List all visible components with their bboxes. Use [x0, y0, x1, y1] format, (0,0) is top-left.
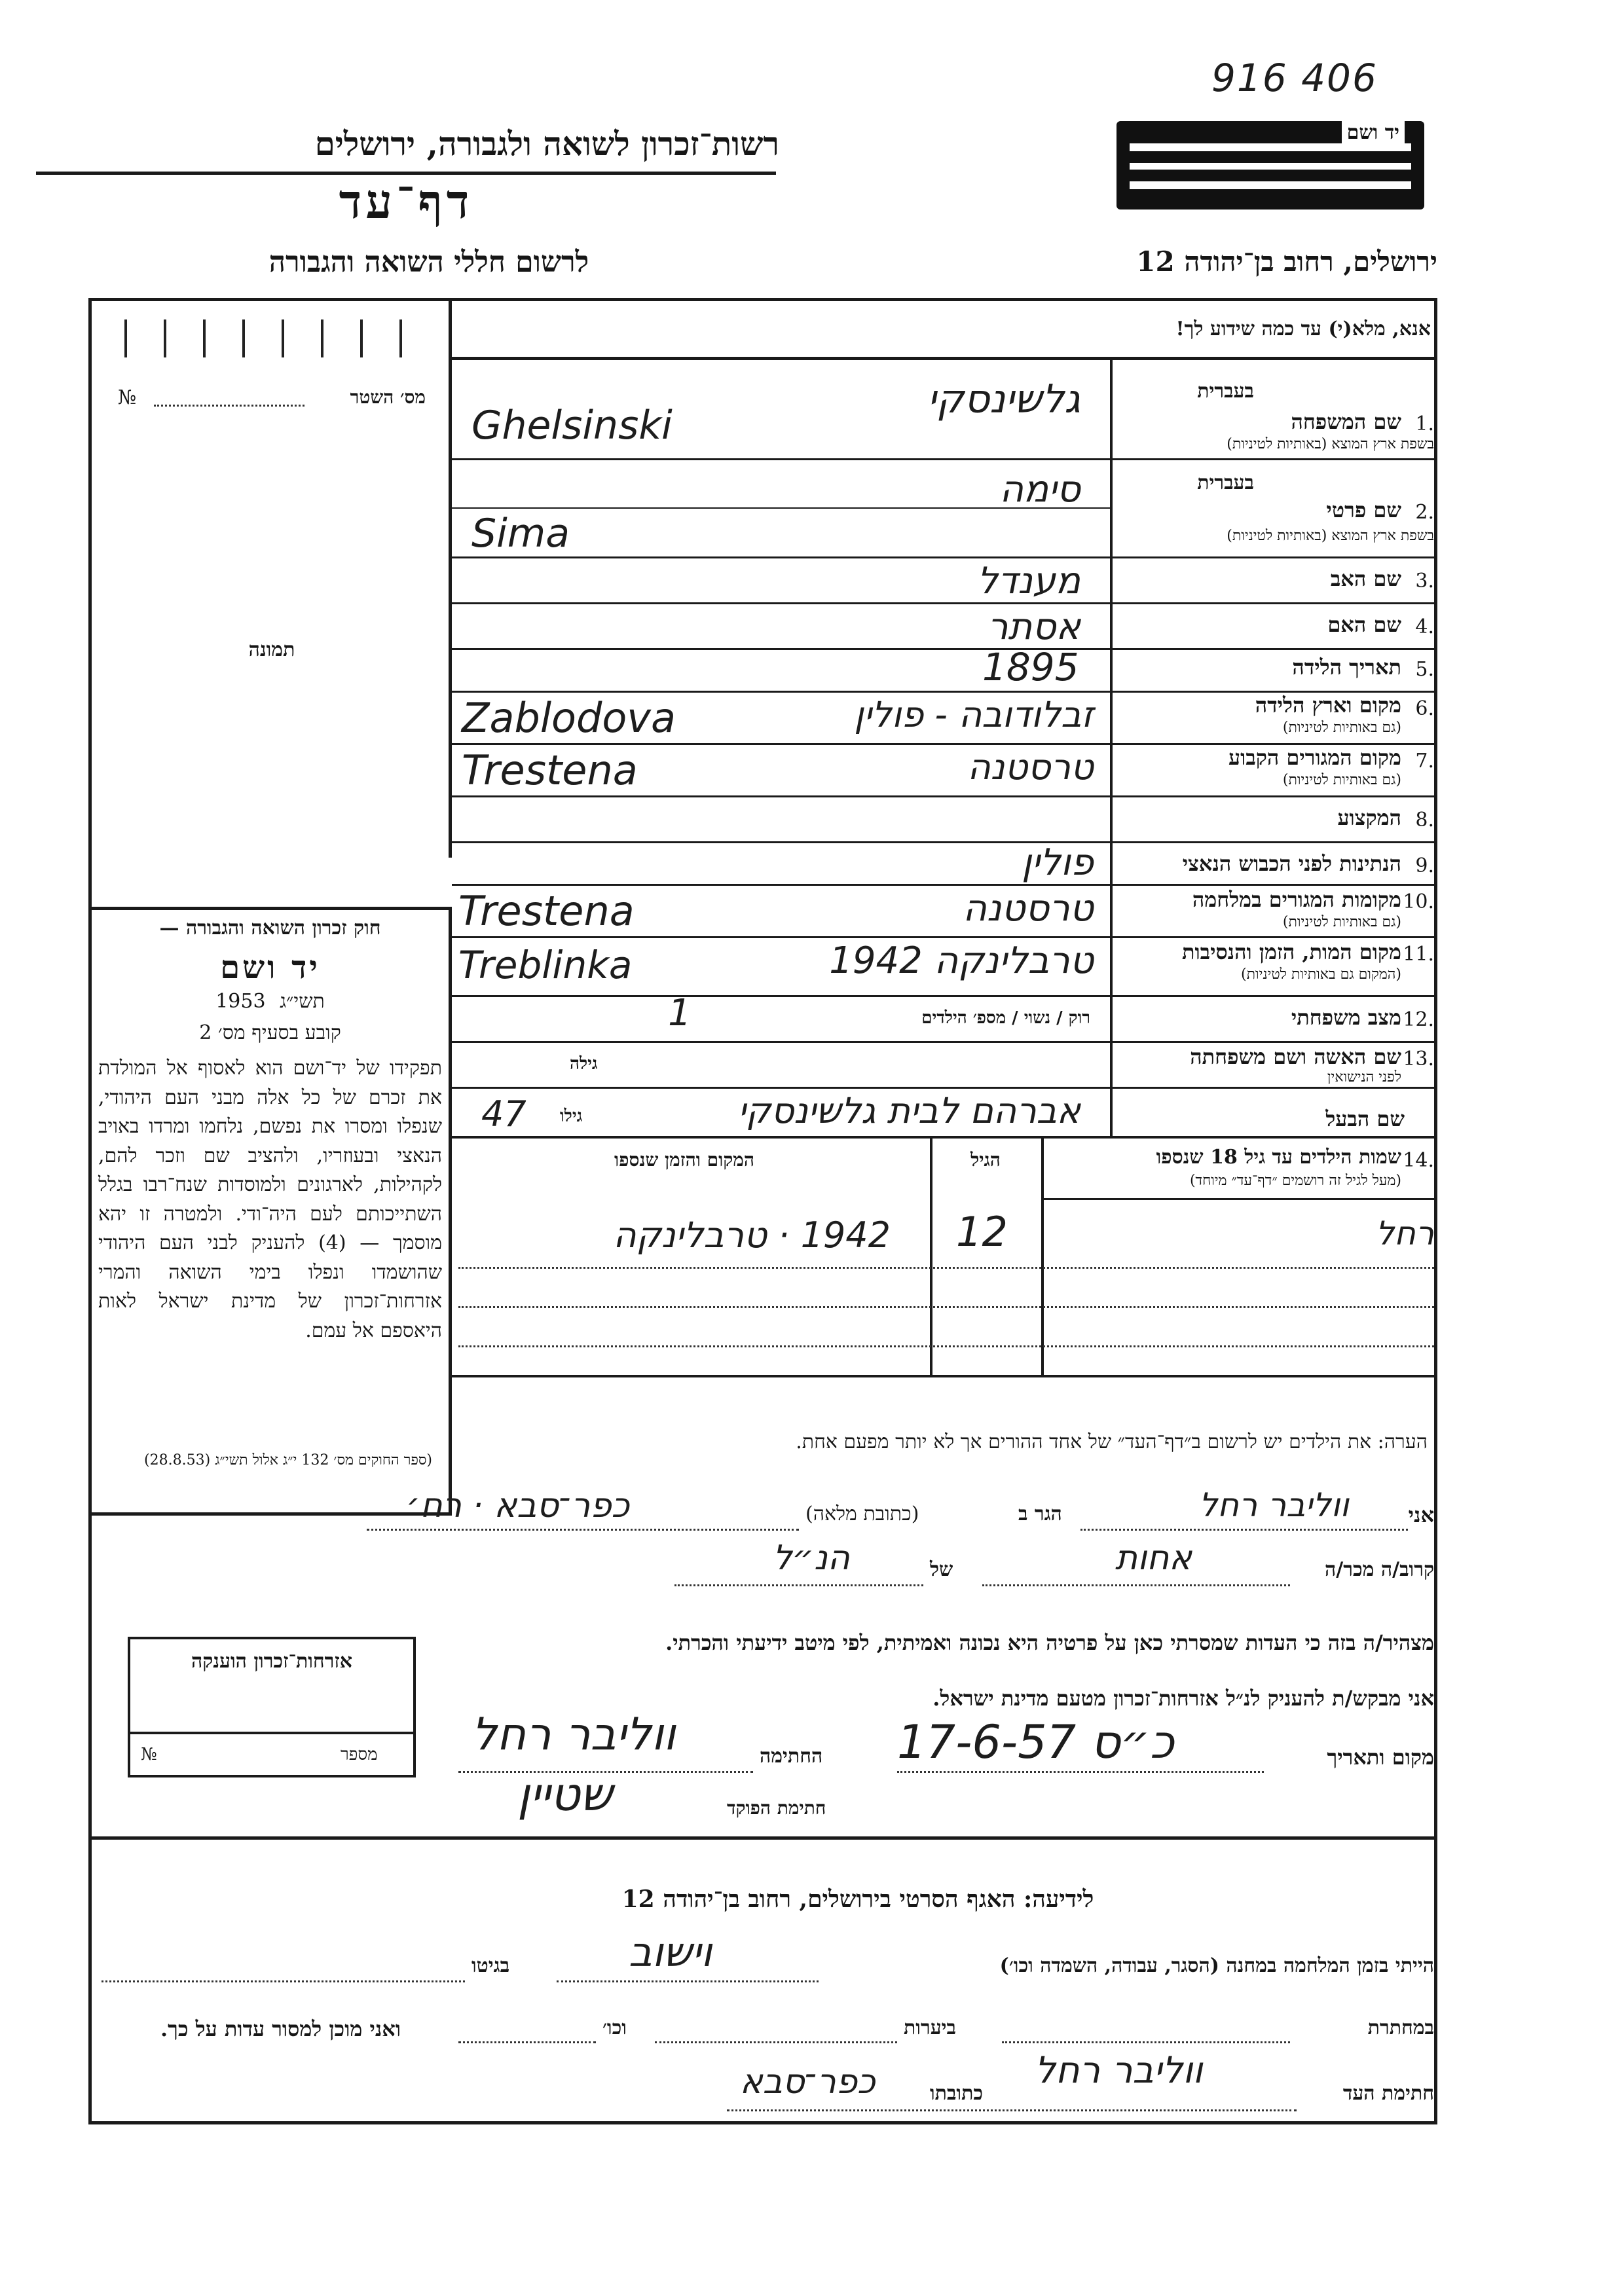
declaration: מצהיר/ה בזה כי העדות שמסרתי כאן על פרטיה היא נכונה ואמיתית, לפי מיטב ידיעתי והכרתי.	[665, 1630, 1434, 1655]
field-1-number: 1.	[1415, 412, 1434, 435]
field-11-number: 11.	[1403, 943, 1434, 966]
law-title: חוק זכרון השואה והגבורה —	[159, 917, 381, 939]
cert-box-title: אזרחות־זכרון הוענקה	[191, 1650, 353, 1673]
info-line2-dots	[1002, 2041, 1290, 2043]
info-line2-dots-2	[655, 2041, 897, 2043]
info-line3-addr-label: כתובתו	[930, 2082, 984, 2105]
field-3-value: מענדל	[977, 560, 1080, 602]
wife-age-label: גילה	[570, 1054, 598, 1074]
info-line2-end: וכו׳	[602, 2016, 627, 2039]
place-date-line	[897, 1771, 1264, 1773]
field-2-number: 2.	[1415, 501, 1434, 524]
field-2-heb-tag: בעברית	[1197, 471, 1254, 494]
child-1-name: רחל	[1375, 1214, 1434, 1252]
stamp-ticks	[124, 319, 439, 359]
children-sub: (מעל לגיל זה רושמים ״דף־עד״ מיוחד)	[1189, 1173, 1401, 1189]
child-row-line	[458, 1306, 1434, 1308]
place-date-label: מקום ותאריך	[1327, 1745, 1434, 1770]
row-divider	[452, 556, 1437, 558]
row-divider	[452, 1041, 1437, 1043]
logo-stripe-1	[1130, 143, 1411, 151]
law-name: יד ושם	[220, 949, 320, 986]
info-line1-end: בגיטו	[471, 1954, 510, 1977]
relation-label: קרוב/ה מכר/ה	[1325, 1558, 1434, 1581]
info-line1-value: וישוב	[629, 1928, 712, 1976]
field-8-label: המקצוע	[1337, 805, 1401, 830]
cert-box-no-text: מספר	[341, 1745, 378, 1764]
field-10-value-lat: Trestena	[458, 887, 635, 935]
field-5-label: תאריך הלידה	[1292, 655, 1401, 680]
field-11-label: מקום המות, הזמן והנסיבות	[1181, 939, 1401, 964]
field-10-number: 10.	[1403, 890, 1434, 913]
document-number: 916 406	[1211, 56, 1378, 100]
row-divider	[452, 458, 1437, 460]
witness-i-label: אני	[1408, 1503, 1434, 1527]
field-2-value-heb: סימה	[999, 468, 1080, 511]
field-9-number: 9.	[1415, 854, 1434, 877]
husband-value: אברהם לבית גלשינסקי	[737, 1090, 1080, 1131]
info-line2-dots-3	[458, 2041, 596, 2043]
witness-signature: ווליבר רחל	[471, 1709, 676, 1760]
field-4-number: 4.	[1415, 615, 1434, 638]
field-9-label: הנתינות לפני הכבוש הנאצי	[1182, 851, 1401, 876]
law-text: תפקידו של יד־ושם הוא לאסוף אל המולדת את זכרם של כל אלה מבני העם היהודי, שנפלו ומסרו את נפשם, נלחמו ומרדו באויב הנאצי ובעוזריו, ולהציב שם וזכר להם, לקהילות, לארגונים ולמוסדות שנח־רבו בגלל השתייכותם לעם היה־ודי. ולמטרה זו יהא מוסמך — (4) להעניק לבני העם היהודי שהושמדו ונפלו בימי השואה והמרי אזרחות־זכרון של מדינת ישראל לאות היאספם אל עמם.	[98, 1057, 442, 1342]
field-2-label: שם פרטי	[1326, 498, 1401, 522]
field-1-value-lat: Ghelsinski	[471, 403, 673, 448]
row-divider	[452, 648, 1437, 650]
child-1-place: 1942 · טרבלינקה	[613, 1214, 891, 1256]
witness-resides-label: הגר ב	[1018, 1503, 1062, 1525]
header-address: ירושלים, רחוב בן־יהודה 12	[1136, 246, 1437, 278]
husband-age: 47	[481, 1093, 526, 1135]
field-6-number: 6.	[1415, 697, 1434, 720]
info-line1-dots	[557, 1980, 819, 1982]
child-1-age: 12	[956, 1208, 1008, 1256]
cert-no-symbol: №	[118, 386, 137, 409]
field-9-value: פולין	[1022, 841, 1094, 884]
field-6-sub: (גם באותיות לטיניות)	[1282, 720, 1401, 736]
field-6-label: מקום וארץ הלידה	[1255, 693, 1401, 718]
of-value: הנ״ל	[773, 1539, 850, 1578]
note-line: הערה: את הילדים יש לרשום ב״דף־העד״ של אחד ההורים אך לא יותר מפעם אחת.	[796, 1430, 1428, 1453]
logo-text: יד ושם	[1342, 121, 1405, 144]
relation-line	[982, 1584, 1290, 1586]
cert-label: מס׳ השטר	[350, 386, 426, 408]
row-divider	[452, 1136, 1437, 1139]
request: אני מבקש/ת להעניק לנ״ל אזרחות־זכרון מטעם מדינת ישראל.	[932, 1686, 1434, 1711]
field-4-value: אסתר	[987, 606, 1080, 648]
of-label: של	[930, 1558, 953, 1581]
intro-underline	[452, 357, 1437, 360]
row-divider	[452, 602, 1437, 604]
witness-name-line	[1080, 1529, 1408, 1531]
row-divider	[452, 1087, 1437, 1089]
field-7-label: מקום המגורים הקבוע	[1228, 745, 1401, 770]
official-signature: שטיין	[517, 1768, 613, 1821]
children-header-line	[1041, 1198, 1437, 1200]
logo-stripe-3	[1130, 181, 1411, 189]
field-12-number: 12.	[1403, 1008, 1434, 1031]
field-13-number: 13.	[1403, 1048, 1434, 1070]
field-11-value-heb: טרבלינקה 1942	[829, 939, 1094, 982]
field-2-value-lat: Sima	[471, 511, 570, 556]
witness-address: כפר־סבא · רח׳	[406, 1486, 630, 1525]
form-title: דף־עד	[339, 173, 473, 229]
form-subtitle: לרשום חללי השואה והגבורה	[268, 246, 589, 279]
info-top-line	[88, 1836, 1437, 1840]
field-6-value-heb: זבלודובה - פולין	[854, 694, 1094, 735]
witness-address-note: (כתובת מלאה)	[805, 1503, 919, 1525]
field-1-heb-tag: בעברית	[1197, 380, 1254, 403]
law-year-row	[98, 990, 442, 1013]
info-line1-dots-2	[101, 1980, 465, 1982]
law-year: 1953	[215, 990, 266, 1013]
witness-name: ווליבר רחל	[1198, 1486, 1349, 1524]
row-divider	[452, 795, 1437, 797]
field-7-value-heb: טרסטנה	[967, 746, 1094, 788]
field-13-sub: לפני הנישואין	[1327, 1069, 1401, 1085]
org-line: רשות־זכרון לשואה ולגבורה, ירושלים	[314, 124, 779, 163]
children-col-divider-2	[930, 1136, 932, 1375]
place-date-value: כ״ס 17-6-57	[897, 1715, 1175, 1769]
row-divider	[452, 884, 1437, 886]
child-row-line	[458, 1345, 1434, 1347]
field-5-value: 1895	[982, 645, 1079, 689]
info-line3-value: ווליבר רחל	[1035, 2049, 1203, 2092]
of-line	[674, 1584, 923, 1586]
field-11-value-lat: Treblinka	[458, 943, 633, 987]
husband-label: שם הבעל	[1325, 1106, 1405, 1131]
field-6-value-lat: Zablodova	[462, 694, 676, 742]
signature-label: החתימה	[760, 1745, 823, 1768]
info-line3-label: חתימת העד	[1342, 2082, 1434, 2105]
field-7-sub: (גם באותיות לטיניות)	[1282, 772, 1401, 788]
field-4-label: שם האם	[1327, 612, 1401, 637]
field-10-label: מקומות המגורים במלחמה	[1192, 887, 1401, 912]
children-number: 14.	[1403, 1149, 1434, 1172]
field-7-number: 7.	[1415, 750, 1434, 773]
field-12-label: מצב משפחתי	[1291, 1005, 1401, 1030]
cert-box-divider	[128, 1732, 416, 1734]
witness-address-line	[367, 1529, 799, 1531]
child-row-line	[458, 1267, 1434, 1269]
field-7-value-lat: Trestena	[462, 746, 638, 794]
children-col-age: הגיל	[970, 1149, 1001, 1171]
info-line1: הייתי בזמן המלחמה במחנה (הסגר, עבודה, השמדה וכו׳)	[999, 1954, 1434, 1977]
children-bottom-line	[452, 1375, 1437, 1377]
children-col-place: המקום והזמן שנספו	[614, 1149, 754, 1171]
info-line3-addr: כפר־סבא	[740, 2062, 876, 2102]
cert-no-dots	[154, 405, 304, 407]
official-label: חתימת הפוקד	[727, 1797, 826, 1819]
intro-line: אנא, מלא(י) עד כמה שידוע לך!	[1175, 318, 1431, 340]
field-11-sub: (המקום גם באותיות לטיניות)	[1241, 966, 1401, 983]
row-divider	[452, 995, 1437, 997]
photo-box	[88, 298, 452, 858]
row-divider	[452, 841, 1437, 843]
husband-age-label: גילו	[560, 1106, 583, 1126]
marital-options: רוק / נשוי / מספ׳ הילדים	[921, 1008, 1090, 1028]
field-10-sub: (גם באותיות לטיניות)	[1282, 914, 1401, 930]
field-13-label: שם האשה ושם משפחתה	[1190, 1044, 1401, 1069]
cert-box-no-symbol: №	[141, 1745, 157, 1764]
info-line2: במחתרת	[1367, 2016, 1434, 2039]
children-col-divider-1	[1041, 1136, 1044, 1375]
row-divider	[452, 936, 1437, 938]
law-clause: קובע בסעיף מס׳ 2	[199, 1021, 341, 1044]
law-source: (ספר החוקים מס׳ 132 י״ג אלול תשי״ג (28.8.53)	[144, 1452, 432, 1468]
logo-stripe-2	[1130, 163, 1411, 170]
photo-label: תמונה	[248, 638, 295, 661]
relation-value: אחות	[1115, 1539, 1192, 1578]
yad-vashem-logo	[1116, 121, 1424, 210]
info-line2-mid: ביערות	[904, 2016, 957, 2039]
field-2-sub: בשפת ארץ המוצא (באותיות לטיניות)	[1227, 528, 1434, 544]
field-1-label: שם המשפחה	[1291, 409, 1401, 434]
field-1-sub: בשפת ארץ המוצא (באותיות לטיניות)	[1227, 436, 1434, 452]
children-label: שמות הילדים עד גיל 18 שנספו	[1156, 1146, 1401, 1169]
info-line2-tail: ואני מוכן למסור עדות על כך.	[160, 2016, 401, 2041]
law-year-heb: תשי״ג	[280, 990, 325, 1013]
info-title: לידיעה: האגף הסרטי בירושלים, רחוב בן־יהודה 12	[621, 1886, 1094, 1913]
field-8-number: 8.	[1415, 809, 1434, 831]
field-5-number: 5.	[1415, 658, 1434, 681]
field-3-number: 3.	[1415, 570, 1434, 592]
field-12-value: 1	[668, 992, 692, 1034]
field-3-label: שם האב	[1330, 566, 1401, 591]
label-column-divider	[1110, 357, 1113, 1136]
field-10-value-heb: טרסטנה	[963, 887, 1094, 930]
info-line3-dots	[727, 2109, 1297, 2111]
field-1-value-heb: גלשינסקי	[927, 376, 1080, 422]
